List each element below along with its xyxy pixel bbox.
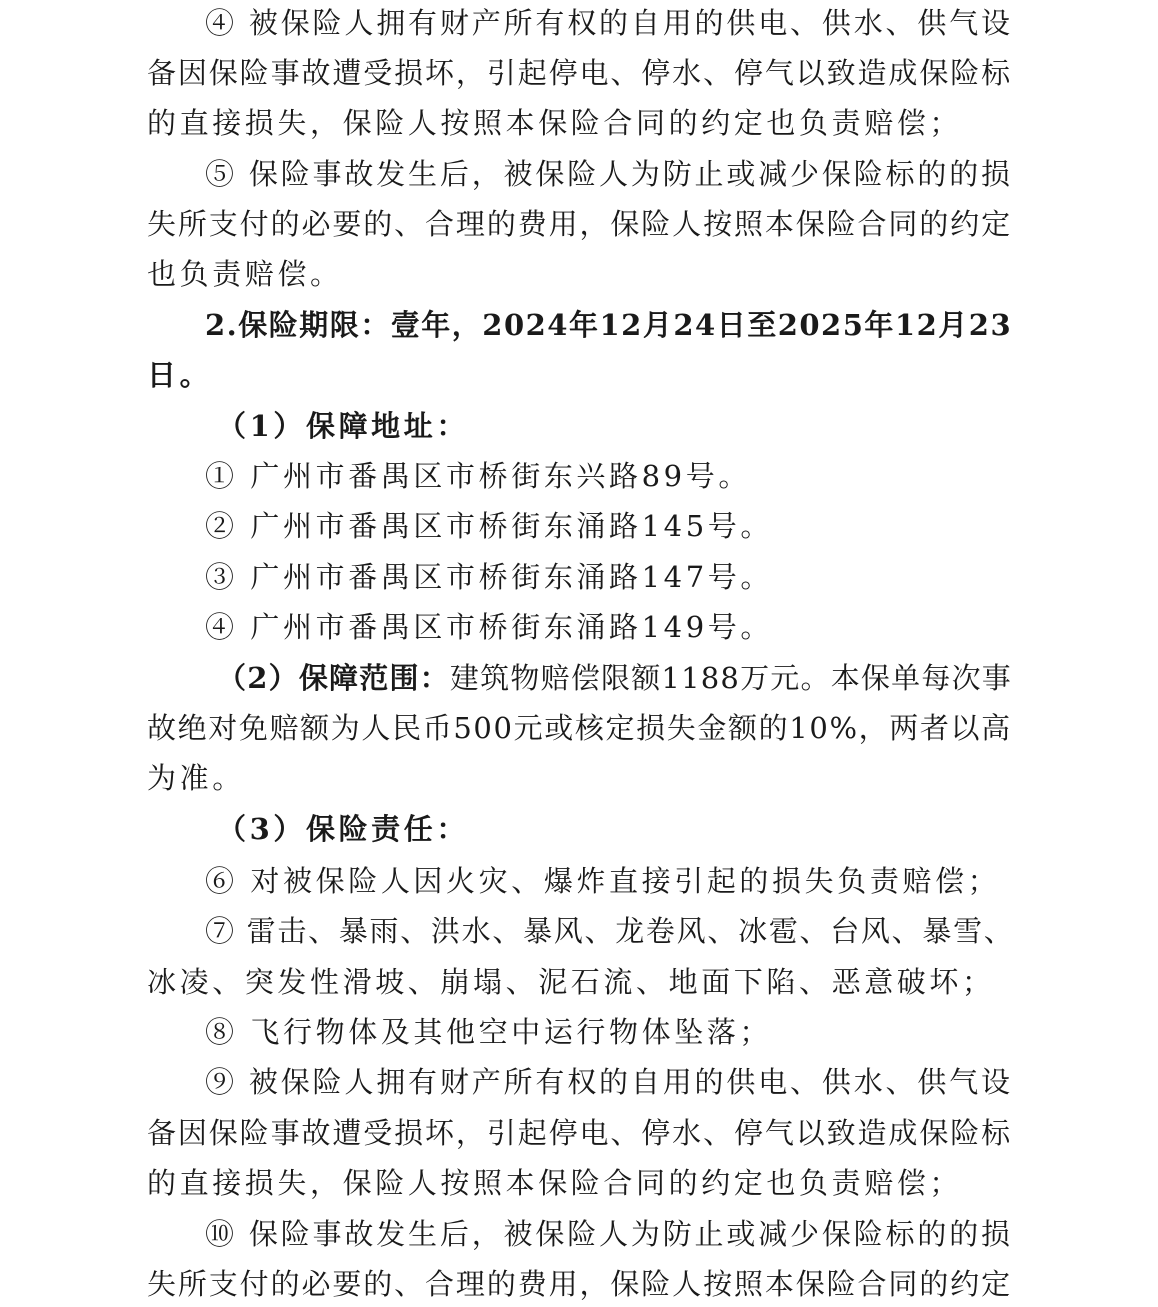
address-line: ② 广州市番禺区市桥街东涌路145号。 bbox=[205, 509, 773, 543]
text-line: ⑨ 被保险人拥有财产所有权的自用的供电、供水、供气设 bbox=[205, 1065, 1013, 1099]
subsection-heading: （3）保险责任： bbox=[217, 812, 469, 846]
text-line: 备因保险事故遭受损坏，引起停电、停水、停气以致造成保险标 bbox=[147, 56, 1013, 90]
text-line: ④ 被保险人拥有财产所有权的自用的供电、供水、供气设 bbox=[205, 6, 1013, 40]
text-line: 冰凌、突发性滑坡、崩塌、泥石流、地面下陷、恶意破坏； bbox=[147, 965, 995, 999]
text-line: 的直接损失，保险人按照本保险合同的约定也负责赔偿； bbox=[147, 106, 963, 140]
text-line: ⑥ 对被保险人因火灾、爆炸直接引起的损失负责赔偿； bbox=[205, 864, 1001, 898]
text-line: 的直接损失，保险人按照本保险合同的约定也负责赔偿； bbox=[147, 1166, 963, 1200]
section-heading: 2.保险期限：壹年，2024年12月24日至2025年12月23 bbox=[205, 308, 1013, 342]
text-line: ⑧ 飞行物体及其他空中运行物体坠落； bbox=[205, 1015, 773, 1049]
text-line: 备因保险事故遭受损坏，引起停电、停水、停气以致造成保险标 bbox=[147, 1116, 1013, 1150]
text-line: 故绝对免赔额为人民币500元或核定损失金额的10%，两者以高 bbox=[147, 711, 1012, 745]
subsection-heading: （2）保障范围： bbox=[217, 661, 450, 695]
text-line: 也负责赔偿。 bbox=[147, 257, 343, 291]
text-span: 建筑物赔偿限额1188万元。本保单每次事 bbox=[449, 661, 1012, 695]
text-line: 为准。 bbox=[147, 761, 245, 795]
text-line: ⑩ 保险事故发生后，被保险人为防止或减少保险标的的损 bbox=[205, 1217, 1013, 1251]
text-line: 失所支付的必要的、合理的费用，保险人按照本保险合同的约定 bbox=[147, 207, 1013, 241]
address-line: ④ 广州市番禺区市桥街东涌路149号。 bbox=[205, 610, 773, 644]
address-line: ③ 广州市番禺区市桥街东涌路147号。 bbox=[205, 560, 773, 594]
subsection-heading: （1）保障地址： bbox=[217, 409, 469, 443]
text-line bbox=[217, 658, 1012, 698]
address-line: ① 广州市番禺区市桥街东兴路89号。 bbox=[205, 459, 751, 493]
text-line: 失所支付的必要的、合理的费用，保险人按照本保险合同的约定 bbox=[147, 1267, 1013, 1301]
text-line: ⑦ 雷击、暴雨、洪水、暴风、龙卷风、冰雹、台风、暴雪、 bbox=[205, 914, 1015, 948]
text-line: 日。 bbox=[147, 358, 213, 392]
text-line: ⑤ 保险事故发生后，被保险人为防止或减少保险标的的损 bbox=[205, 157, 1013, 191]
